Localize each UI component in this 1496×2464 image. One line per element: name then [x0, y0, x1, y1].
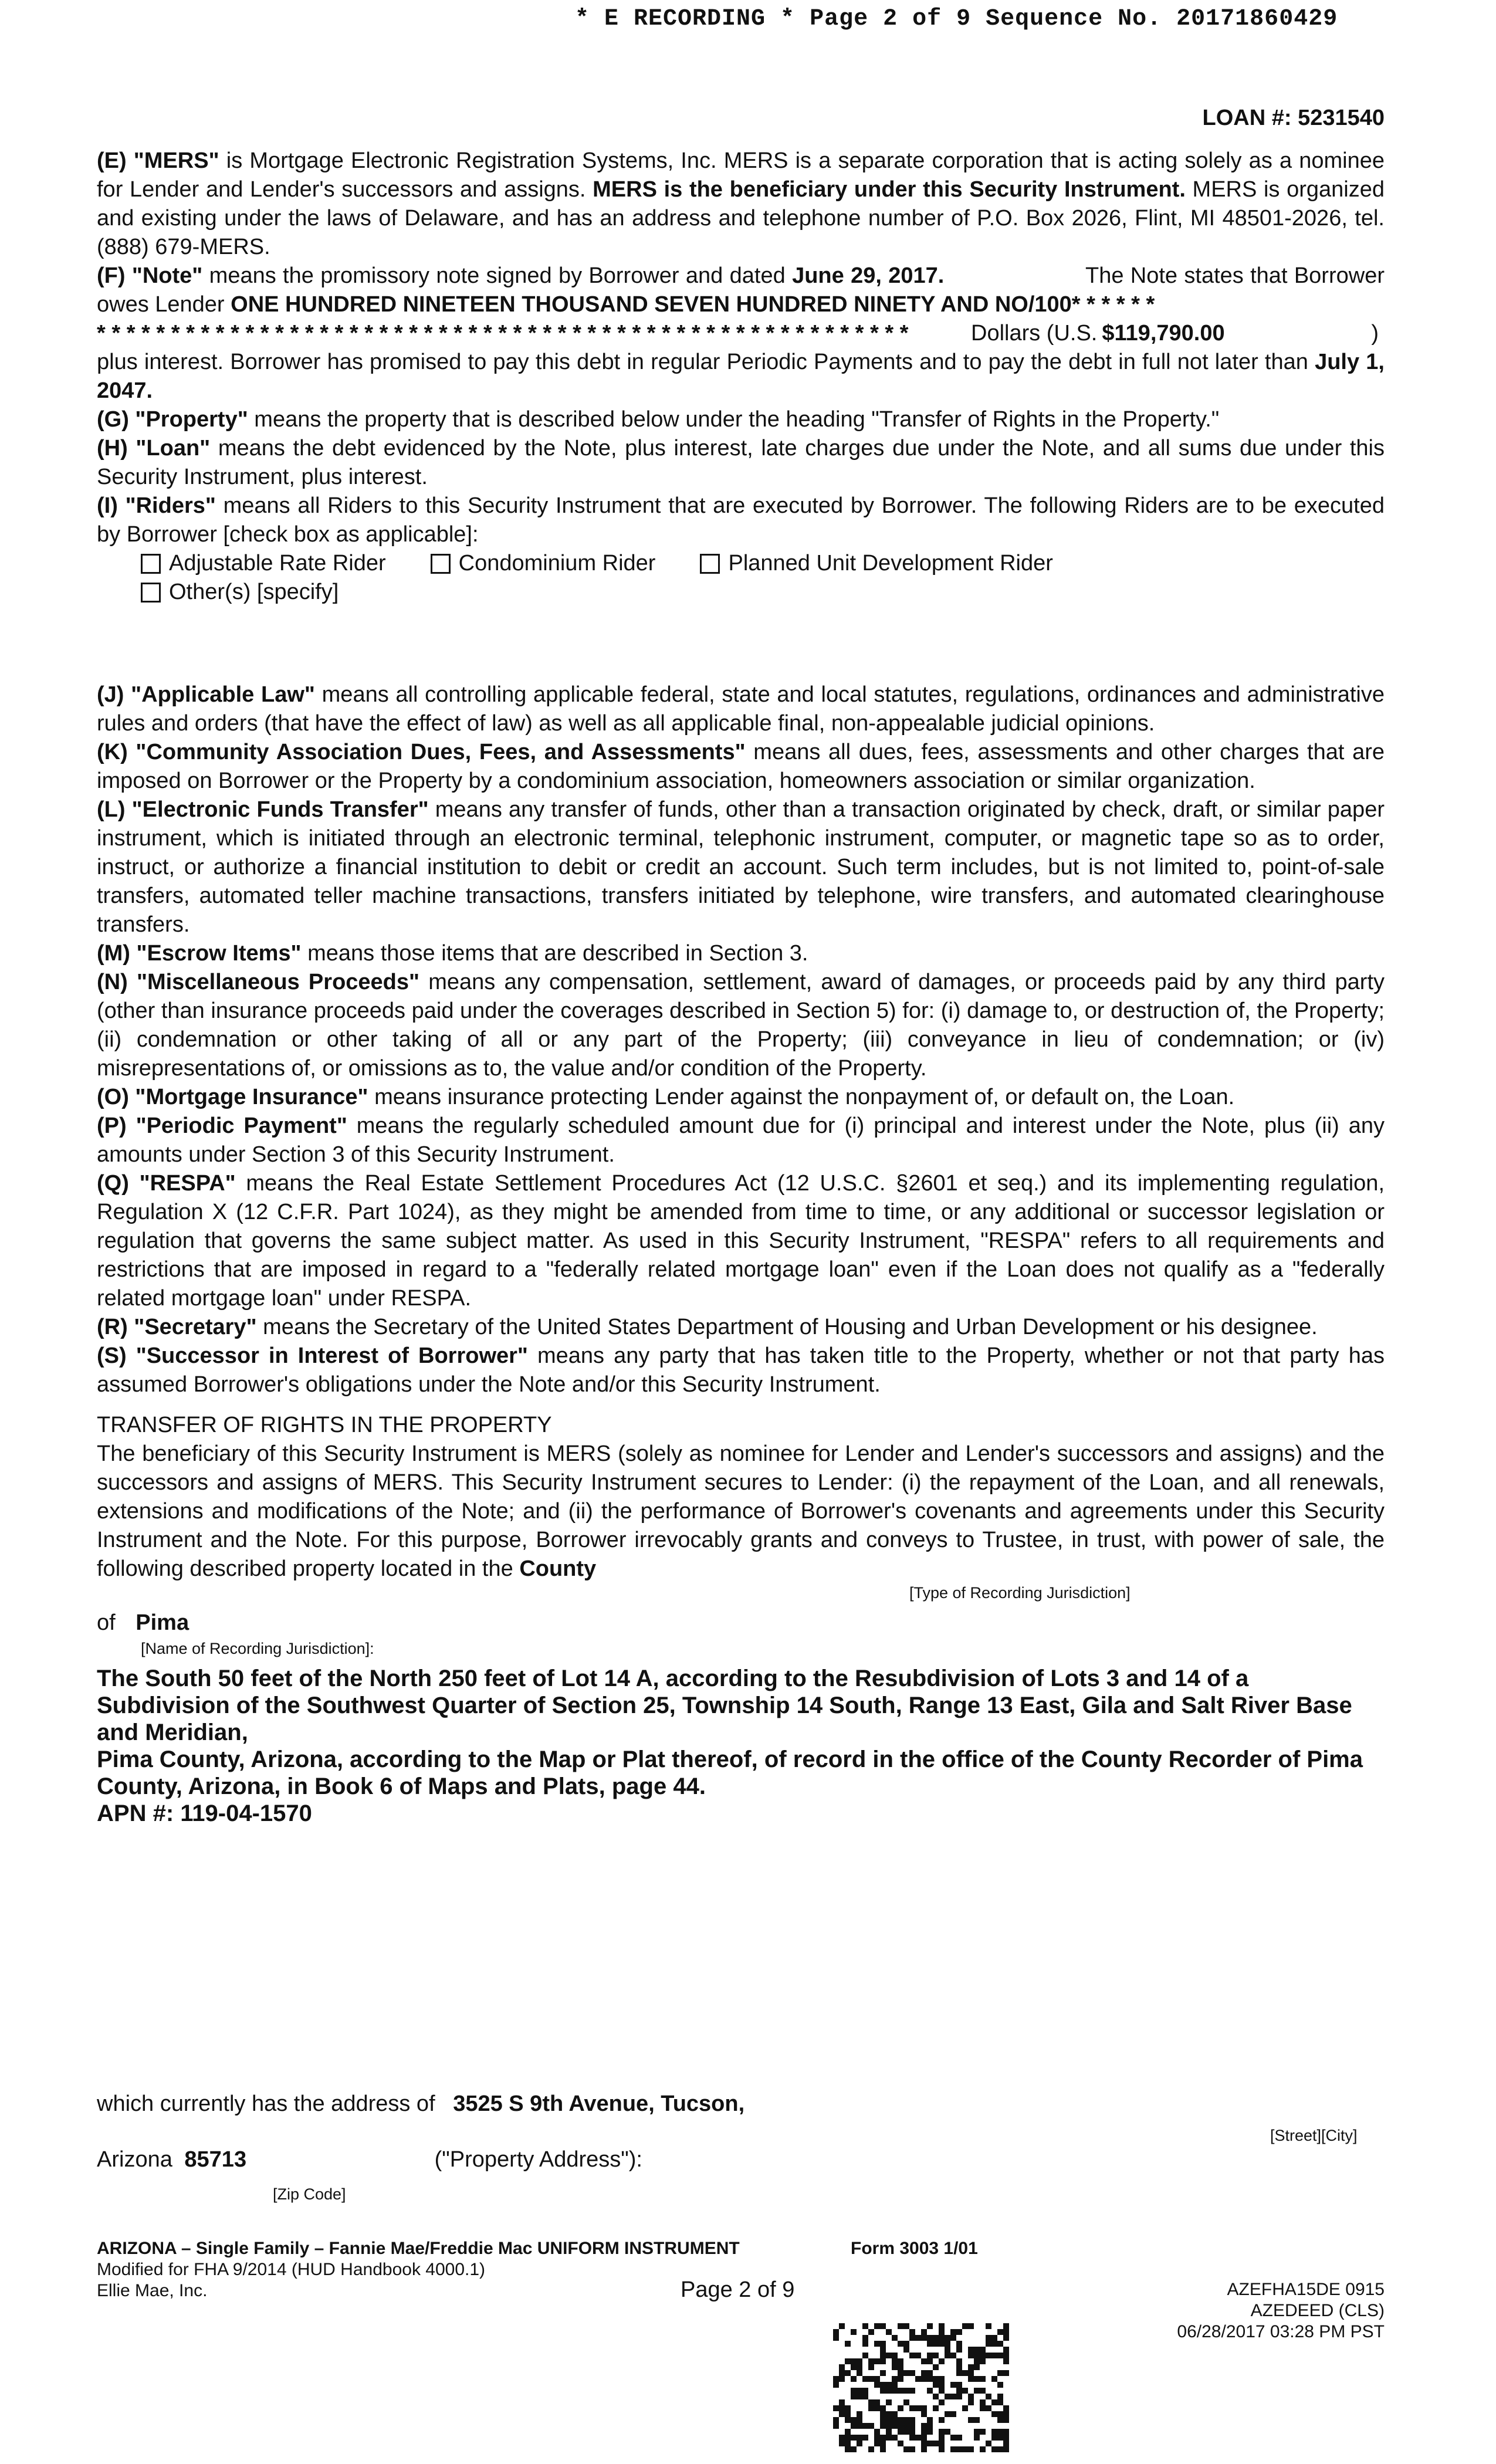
checkbox-icon[interactable]	[431, 554, 451, 574]
form-number: Form 3003 1/01	[851, 2239, 978, 2258]
definition-f-cont: plus interest. Borrower has promised to pay this debt in regular Periodic Payments and to pay the debt in full not later than July 1, 2047.	[97, 350, 1385, 403]
rider-planned-unit-development[interactable]: Planned Unit Development Rider	[700, 549, 1052, 578]
riders-checkboxes	[141, 549, 1385, 578]
definition-r: (R) "Secretary" means the Secretary of the United States Department of Housing and Urban Development or his designee.	[97, 1315, 1318, 1339]
legal-line-3: County, Arizona, in Book 6 of Maps and Plats, page 44.	[97, 1773, 706, 1799]
apn-line: APN #: 119-04-1570	[97, 1800, 312, 1826]
street-city-caption: [Street][City]	[1270, 2127, 1358, 2144]
definition-s: (S) "Successor in Interest of Borrower" means any party that has taken title to the Property, whether or not that party has assumed Borrower's obligations under the Note and/or this Security Instrument.	[97, 1343, 1385, 1397]
definition-i: (I) "Riders" means all Riders to this Security Instrument that are executed by Borrower. The following Riders are to be executed by Borrower [check box as applicable]:	[97, 493, 1385, 547]
note-amount-line: * * * * * * * * * * * * * * * * * * * * * * * * * * * * * * * * * * * * * * * * * * * * * * * * * * * * * * * Dollars (U.S. $119,790.00 )	[97, 321, 1379, 346]
recording-banner: * E RECORDING * Page 2 of 9 Sequence No. 20171860429	[575, 6, 1338, 32]
barcode-icon	[833, 2323, 1009, 2452]
zip-caption: [Zip Code]	[273, 2185, 346, 2203]
transfer-text: The beneficiary of this Security Instrument is MERS (solely as nominee for Lender and Lender's successors and assigns) and the successors and assigns of MERS. This Security Instrument secures to Lender: (i) the repayment of the Loan, and all renewals, extensions and modifications of the Note; and (ii) the performance of Borrower's covenants and agreements under this Security Instrument and the Note. For this purpose, Borrower irrevocably grants and conveys to Trustee, in trust, with power of sale, the following described property located in the County	[97, 1441, 1385, 1581]
jurisdiction-name-caption: [Name of Recording Jurisdiction]:	[141, 1640, 374, 1657]
rider-condominium[interactable]: Condominium Rider	[431, 549, 656, 578]
definition-l: (L) "Electronic Funds Transfer" means any transfer of funds, other than a transaction originated by check, draft, or similar paper instrument, which is initiated through an electronic terminal, telephonic instrument, computer, or magnetic tape so as to order, instruct, or authorize a financial institution to debit or credit an account. Such term includes, but is not limited to, point-of-sale transfers, automated teller machine transactions, transfers initiated by telephone, wire transfers, and automated clearinghouse transfers.	[97, 797, 1385, 937]
transfer-section	[97, 1411, 1385, 1583]
loan-number	[1203, 106, 1385, 131]
definitions-block-2	[97, 681, 1385, 1399]
address-line: which currently has the address of 3525 S 9th Avenue, Tucson,	[97, 2091, 745, 2116]
riders-checkboxes-2	[141, 578, 1385, 607]
definition-h: (H) "Loan" means the debt evidenced by the Note, plus interest, late charges due under the Note, and all sums due under this Security Instrument, plus interest.	[97, 436, 1385, 489]
transfer-heading: TRANSFER OF RIGHTS IN THE PROPERTY	[97, 1413, 552, 1437]
legal-description	[97, 1665, 1385, 1827]
checkbox-icon[interactable]	[700, 554, 720, 574]
rider-other[interactable]: Other(s) [specify]	[141, 578, 339, 607]
definition-o: (O) "Mortgage Insurance" means insurance protecting Lender against the nonpayment of, or default on, the Loan.	[97, 1085, 1235, 1109]
jurisdiction-line: of Pima	[97, 1610, 189, 1635]
footer-left: ARIZONA – Single Family – Fannie Mae/Freddie Mac UNIFORM INSTRUMENT Modified for FHA 9/2014 (HUD Handbook 4000.1) Ellie Mae, Inc.	[97, 2239, 740, 2300]
definition-e: (E) "MERS" is Mortgage Electronic Registration Systems, Inc. MERS is a separate corporation that is acting solely as a nominee for Lender and Lender's successors and assigns. MERS is the beneficiary under this Security Instrument. MERS is organized and existing under the laws of Delaware, and has an address and telephone number of P.O. Box 2026, Flint, MI 48501-2026, tel. (888) 679-MERS.	[97, 148, 1385, 259]
jurisdiction-type-caption: [Type of Recording Jurisdiction]	[909, 1584, 1131, 1602]
definition-q: (Q) "RESPA" means the Real Estate Settlement Procedures Act (12 U.S.C. §2601 et seq.) and its implementing regulation, Regulation X (12 C.F.R. Part 1024), as they might be amended from time to time, or any additional or successor legislation or regulation that governs the same subject matter. As used in this Security Instrument, "RESPA" refers to all requirements and restrictions that are imposed in regard to a "federally related mortgage loan" even if the Loan does not qualify as a "federally related mortgage loan" under RESPA.	[97, 1171, 1385, 1311]
definition-k: (K) "Community Association Dues, Fees, and Assessments" means all dues, fees, assessments and other charges that are imposed on Borrower or the Property by a condominium association, homeowners association or similar organization.	[97, 740, 1385, 793]
loan-value: 5231540	[1298, 106, 1385, 130]
definition-f: (F) "Note" means the promissory note signed by Borrower and dated June 29, 2017. The Note states that Borrower owes Lender ONE HUNDRED NINETEEN THOUSAND SEVEN HUNDRED NINETY AND NO/100* * * * * *	[97, 263, 1385, 317]
rider-adjustable-rate[interactable]: Adjustable Rate Rider	[141, 549, 386, 578]
loan-label: LOAN #:	[1202, 106, 1292, 130]
definition-g: (G) "Property" means the property that is described below under the heading "Transfer of Rights in the Property."	[97, 407, 1220, 432]
page-number: Page 2 of 9	[681, 2277, 795, 2302]
definition-j: (J) "Applicable Law" means all controlling applicable federal, state and local statutes, regulations, ordinances and administrative rules and orders (that have the effect of law) as well as all applicable final, non-appealable judicial opinions.	[97, 682, 1385, 736]
definition-m: (M) "Escrow Items" means those items that are described in Section 3.	[97, 941, 808, 966]
legal-line-1: The South 50 feet of the North 250 feet of Lot 14 A, according to the Resubdivision of Lots 3 and 14 of a Subdivision of the Southwest Quarter of Section 25, Township 14 South, Range 13 East, Gila and Salt River Base and Meridian,	[97, 1666, 1352, 1745]
footer-right: AZEFHA15DE 0915 AZEDEED (CLS) 06/28/2017 03:28 PM PST	[1177, 2280, 1385, 2341]
definition-n: (N) "Miscellaneous Proceeds" means any compensation, settlement, award of damages, or proceeds paid by any third party (other than insurance proceeds paid under the coverages described in Section 5) for: (i) damage to, or destruction of, the Property; (ii) condemnation or other taking of all or any part of the Property; (iii) conveyance in lieu of condemnation; or (iv) misrepresentations of, or omissions as to, the value and/or condition of the Property.	[97, 970, 1385, 1081]
state-zip-line: Arizona 85713 ("Property Address"):	[97, 2147, 642, 2172]
checkbox-icon[interactable]	[141, 583, 161, 603]
definitions-block-1	[97, 147, 1385, 607]
checkbox-icon[interactable]	[141, 554, 161, 574]
legal-line-2: Pima County, Arizona, according to the Map or Plat thereof, of record in the office of the County Recorder of Pima	[97, 1747, 1363, 1772]
definition-p: (P) "Periodic Payment" means the regularly scheduled amount due for (i) principal and interest under the Note, plus (ii) any amounts under Section 3 of this Security Instrument.	[97, 1113, 1385, 1167]
